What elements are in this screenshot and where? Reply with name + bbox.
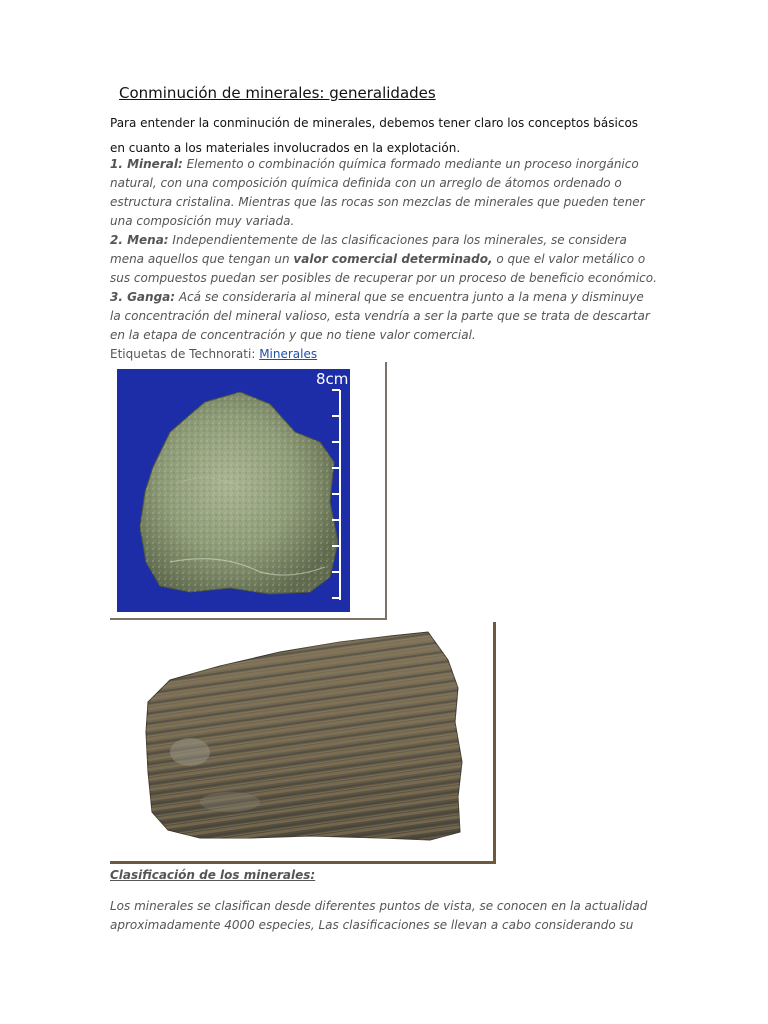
definition-mena: [110, 231, 658, 288]
definitions-block: [110, 155, 658, 364]
definition-label: 2. Mena:: [110, 233, 169, 247]
definition-label: 1. Mineral:: [110, 157, 183, 171]
mineral-photo-1: [110, 362, 387, 620]
definition-mineral: [110, 155, 658, 231]
definition-emphasis: valor comercial determinado,: [293, 252, 493, 266]
definition-label: 3. Ganga:: [110, 290, 176, 304]
tag-link-minerales[interactable]: Minerales: [259, 347, 318, 361]
mineral-photo-2-image: [110, 622, 493, 861]
definition-ganga: [110, 288, 658, 345]
mineral-photo-1-image: [110, 362, 385, 618]
definition-text: Independientemente de las clasificaciones para los minerales, se considera mena aquellos que tengan un: [110, 233, 627, 266]
tags-prefix: Etiquetas de Technorati:: [110, 347, 260, 361]
scale-label: 8cm: [316, 370, 349, 388]
section-paragraph: Los minerales se clasifican desde diferentes puntos de vista, se conocen en la actualidad aproximadamente 4000 especies, Las clasificaciones se llevan a cabo considerando su: [110, 899, 648, 932]
definition-text: o que el valor metálico o sus compuestos puedan ser posibles de recuperar por un proceso de beneficio económico.: [110, 252, 657, 285]
page-title: Conminución de minerales: generalidades: [119, 84, 436, 102]
intro-paragraph: Para entender la conminución de minerales, debemos tener claro los conceptos básicos en cuanto a los materiales involucrados en la explotación.: [110, 116, 639, 155]
definition-text: Elemento o combinación química formado mediante un proceso inorgánico natural, con una composición química definida con un arreglo de átomos ordenado o estructura cristalina. Mientras que las rocas son mezclas de minerales que pueden tener una composición muy variada.: [110, 157, 645, 228]
mineral-photo-2: [110, 622, 496, 864]
definition-text: Acá se consideraria al mineral que se encuentra junto a la mena y disminuye la concentración del mineral valioso, esta vendría a ser la parte que se trata de descartar en la etapa de concentración y que no tiene valor comercial.: [110, 290, 650, 342]
section-heading: Clasificación de los minerales:: [110, 868, 316, 882]
